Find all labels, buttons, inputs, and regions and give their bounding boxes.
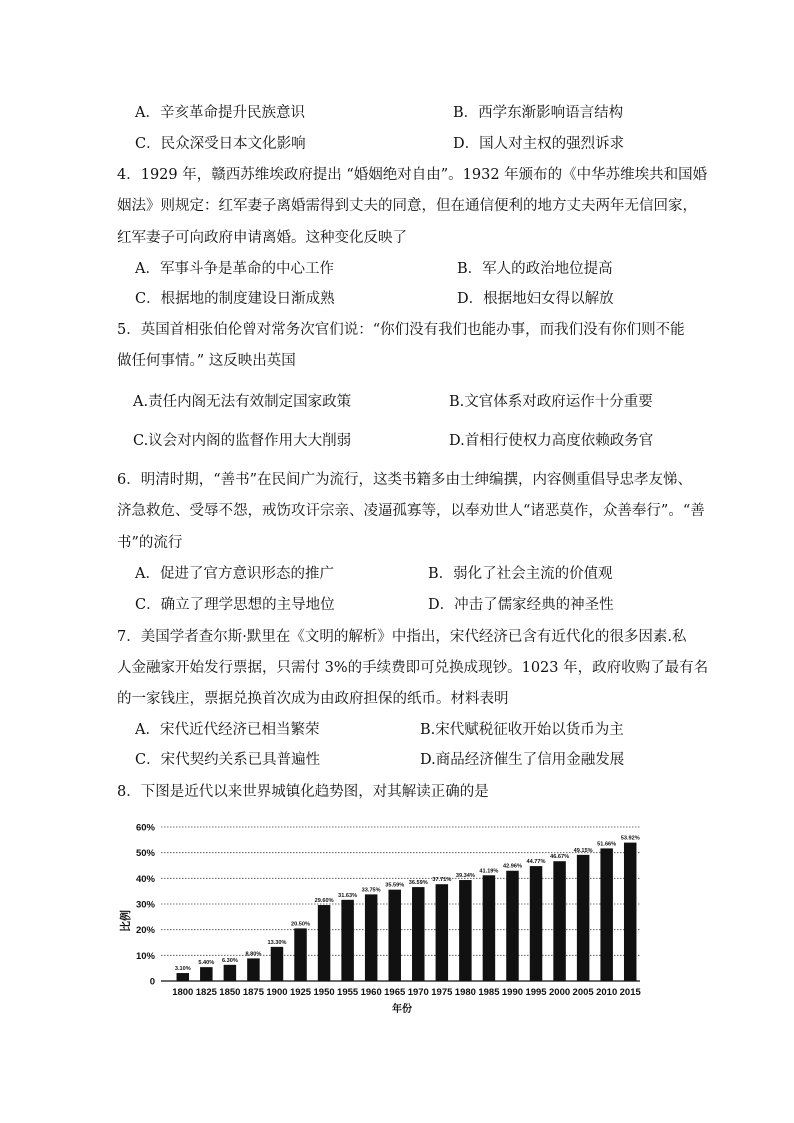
x-tick-label-1800: 1800 bbox=[172, 987, 194, 998]
bar-1950 bbox=[318, 905, 331, 981]
bar-1800 bbox=[177, 973, 190, 981]
value-label-1980: 39.34% bbox=[455, 873, 475, 880]
x-tick-label-1875: 1875 bbox=[242, 987, 264, 998]
q6-stem-line3: 书”的流行 bbox=[117, 535, 183, 551]
q8-stem: 8．下图是近代以来世界城镇化趋势图，对其解读正确的是 bbox=[117, 784, 489, 800]
x-tick-label-2010: 2010 bbox=[596, 987, 618, 998]
urbanization-bar-chart bbox=[115, 815, 650, 1015]
q6-stem-line1: 6．明清时期，“善书”在民间广为流行，这类书籍多由士绅编撰，内容侧重倡导忠孝友悌、 bbox=[117, 472, 693, 488]
x-tick-label-1925: 1925 bbox=[289, 987, 312, 998]
q6-option-c: C．确立了理学思想的主导地位 bbox=[135, 597, 335, 613]
x-tick-label-1980: 1980 bbox=[454, 987, 476, 998]
q3-option-d: D．国人对主权的强烈诉求 bbox=[453, 136, 625, 152]
chart-bars bbox=[174, 843, 637, 981]
bar-1825 bbox=[200, 967, 213, 981]
q6-option-d: D．冲击了儒家经典的神圣性 bbox=[428, 597, 614, 613]
value-label-1955: 31.63% bbox=[338, 892, 358, 899]
chart-x-axis-label: 年份 bbox=[392, 1004, 412, 1015]
x-tick-label-1950: 1950 bbox=[313, 987, 335, 998]
y-tick-label: 50% bbox=[135, 848, 155, 860]
x-tick-label-1990: 1990 bbox=[501, 987, 524, 998]
value-label-2010: 51.66% bbox=[597, 841, 617, 848]
q6-option-a: A．促进了官方意识形态的推广 bbox=[135, 566, 334, 582]
x-tick-label-2015: 2015 bbox=[619, 987, 641, 998]
y-tick-label: 60% bbox=[135, 822, 155, 834]
x-tick-label-1985: 1985 bbox=[478, 987, 500, 998]
value-label-1970: 36.59% bbox=[408, 880, 428, 887]
bar-2005 bbox=[577, 855, 590, 981]
x-tick-label-1965: 1965 bbox=[384, 987, 406, 998]
q5-stem-line1: 5．英国首相张伯伦曾对常务次官们说：“你们没有我们也能办事，而我们没有你们则不能 bbox=[117, 322, 685, 338]
y-tick-label: 0 bbox=[149, 976, 155, 988]
value-label-1850: 6.30% bbox=[221, 957, 238, 964]
value-label-1900: 13.30% bbox=[267, 939, 287, 946]
x-tick-label-1825: 1825 bbox=[195, 987, 217, 998]
q7-option-c: C．宋代契约关系已具普遍性 bbox=[135, 752, 321, 768]
q5-option-b: B.文官体系对政府运作十分重要 bbox=[449, 394, 653, 410]
q4-option-c: C．根据地的制度建设日渐成熟 bbox=[135, 291, 335, 307]
value-label-1875: 8.80% bbox=[245, 951, 262, 958]
y-tick-label: 40% bbox=[135, 873, 155, 885]
bar-1850 bbox=[224, 965, 237, 981]
chart-y-ticks bbox=[136, 823, 156, 988]
bar-2010 bbox=[600, 848, 613, 981]
bar-1980 bbox=[459, 880, 472, 981]
value-label-2000: 46.67% bbox=[550, 854, 570, 861]
value-label-1825: 5.40% bbox=[198, 960, 215, 967]
q6-option-b: B．弱化了社会主流的价值观 bbox=[428, 566, 613, 582]
y-tick-label: 10% bbox=[135, 950, 155, 962]
value-label-1965: 35.59% bbox=[385, 882, 405, 889]
bar-1925 bbox=[294, 928, 307, 981]
value-label-1990: 42.96% bbox=[502, 863, 522, 870]
value-label-1925: 20.50% bbox=[291, 921, 311, 928]
q5-option-c: C.议会对内阁的监督作用大大削弱 bbox=[133, 433, 352, 449]
value-label-1975: 37.71% bbox=[432, 877, 452, 884]
bar-1975 bbox=[436, 884, 449, 981]
x-tick-label-1970: 1970 bbox=[407, 987, 429, 998]
q4-stem-line2: 姻法》则规定：红军妻子离婚需得到丈夫的同意，但在通信便利的地方丈夫两年无信回家， bbox=[117, 198, 697, 214]
x-tick-label-1975: 1975 bbox=[431, 987, 453, 998]
bar-1985 bbox=[483, 875, 496, 981]
x-tick-label-2005: 2005 bbox=[572, 987, 594, 998]
bar-2015 bbox=[624, 843, 637, 981]
x-tick-label-1995: 1995 bbox=[525, 987, 547, 998]
x-tick-label-1900: 1900 bbox=[266, 987, 288, 998]
x-tick-label-1850: 1850 bbox=[219, 987, 241, 998]
q7-stem-line2: 人金融家开始发行票据，只需付 3%的手续费即可兑换成现钞。1023 年，政府收购了最有名 bbox=[117, 660, 709, 676]
bar-1960 bbox=[365, 894, 378, 981]
bar-2000 bbox=[553, 861, 566, 981]
q3-option-b: B．西学东渐影响语言结构 bbox=[453, 105, 624, 121]
y-tick-label: 20% bbox=[135, 925, 155, 937]
bar-1900 bbox=[271, 947, 284, 981]
q7-option-b: B.宋代赋税征收开始以货币为主 bbox=[420, 722, 624, 738]
bar-1990 bbox=[506, 871, 518, 981]
q5-stem-line2: 做任何事情。” 这反映出英国 bbox=[117, 353, 296, 369]
q3-option-c: C．民众深受日本文化影响 bbox=[135, 136, 306, 152]
value-label-1995: 44.77% bbox=[526, 859, 546, 866]
value-label-1800: 3.10% bbox=[174, 966, 191, 973]
q6-stem-line2: 济急救危、受辱不怨，戒饬攻讦宗亲、凌逼孤寡等，以奉劝世人“诸恶莫作，众善奉行”。“善 bbox=[117, 503, 705, 519]
q5-option-a: A.责任内阁无法有效制定国家政策 bbox=[133, 394, 352, 410]
q4-option-a: A．军事斗争是革命的中心工作 bbox=[135, 261, 334, 277]
bar-1970 bbox=[412, 887, 425, 981]
value-label-1950: 29.60% bbox=[314, 898, 334, 905]
x-tick-label-1955: 1955 bbox=[337, 987, 359, 998]
value-label-1960: 33.75% bbox=[361, 887, 381, 894]
value-label-1985: 41.19% bbox=[479, 868, 499, 875]
y-tick-label: 30% bbox=[135, 899, 155, 911]
bar-1995 bbox=[530, 866, 543, 981]
q4-stem-line1: 4．1929 年，赣西苏维埃政府提出 “婚姻绝对自由”。1932 年颁布的《中华苏维埃共和国婚 bbox=[117, 167, 708, 183]
x-tick-label-1960: 1960 bbox=[360, 987, 382, 998]
q4-stem-line3: 红军妻子可向政府申请离婚。这种变化反映了 bbox=[117, 230, 407, 246]
bar-1965 bbox=[388, 890, 401, 981]
q7-stem-line1: 7．美国学者查尔斯·默里在《文明的解析》中指出，宋代经济已含有近代化的很多因素.私 bbox=[117, 629, 687, 645]
x-tick-label-2000: 2000 bbox=[549, 987, 571, 998]
q7-option-a: A．宋代近代经济已相当繁荣 bbox=[135, 722, 320, 738]
q4-option-b: B．军人的政治地位提高 bbox=[457, 261, 613, 277]
chart-x-ticks bbox=[172, 987, 641, 998]
q3-option-a: A．辛亥革命提升民族意识 bbox=[135, 105, 305, 121]
q5-option-d: D.首相行使权力高度依赖政务官 bbox=[449, 433, 654, 449]
bar-1955 bbox=[341, 900, 354, 981]
q7-stem-line3: 的一家钱庄，票据兑换首次成为由政府担保的纸币。材料表明 bbox=[117, 691, 509, 707]
q4-option-d: D．根据地妇女得以解放 bbox=[457, 291, 614, 307]
value-label-2005: 49.15% bbox=[573, 847, 593, 854]
value-label-2015: 53.92% bbox=[620, 835, 640, 842]
bar-1875 bbox=[247, 958, 259, 981]
chart-y-axis-label: 比例 bbox=[120, 910, 132, 932]
q7-option-d: D.商品经济催生了信用金融发展 bbox=[420, 752, 625, 768]
